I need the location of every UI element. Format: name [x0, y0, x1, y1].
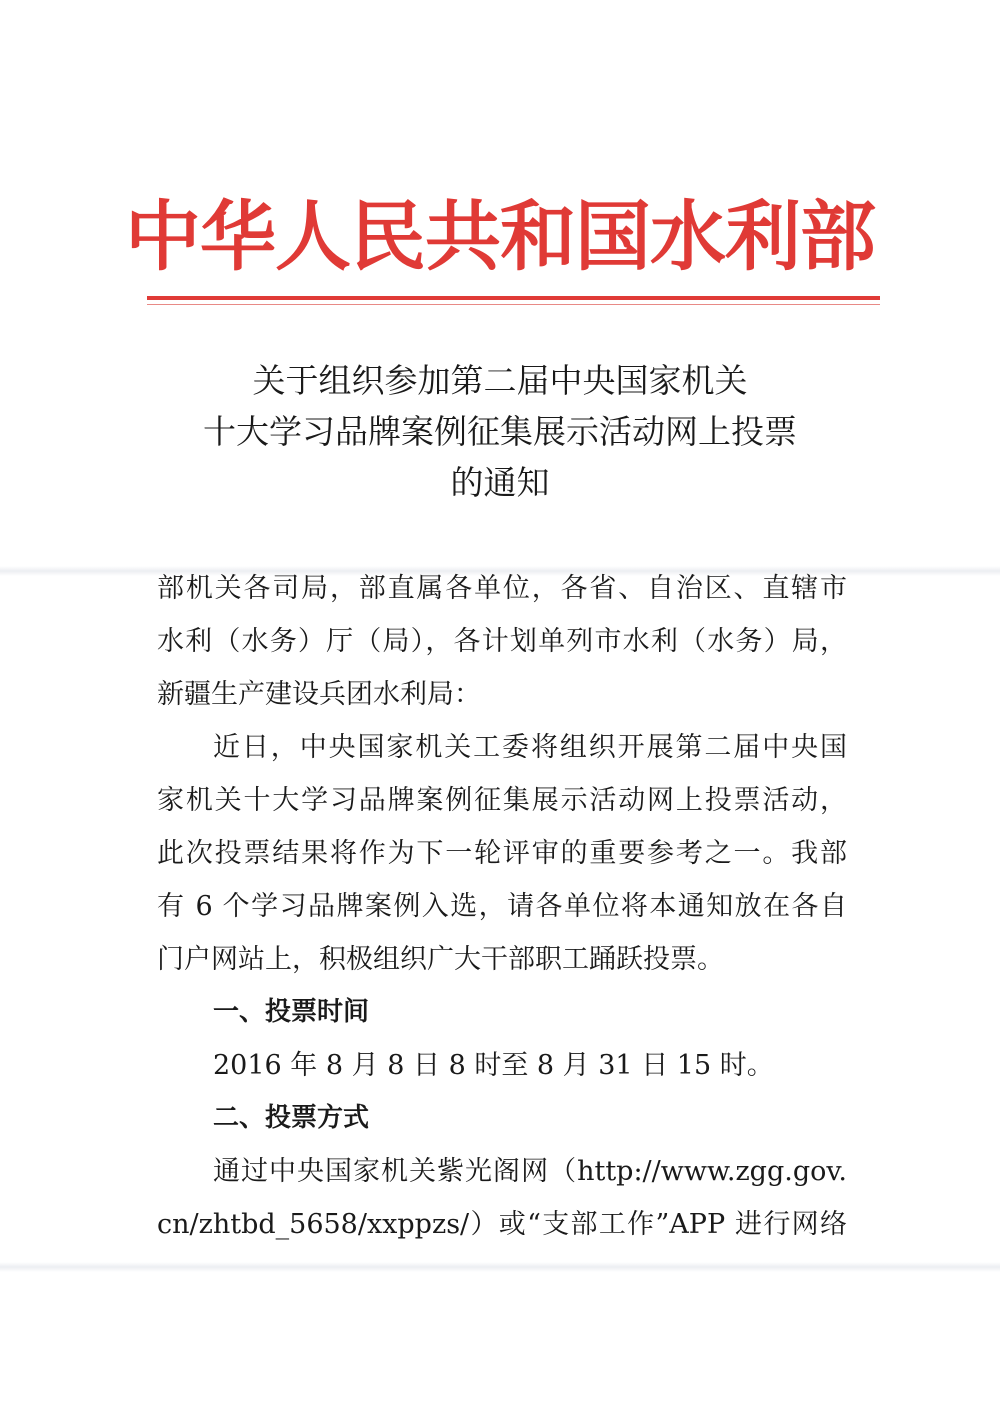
- paragraph-1-line-5: 门户网站上，积极组织广大干部职工踊跃投票。: [157, 944, 724, 975]
- section-2-line-2: cn/zhtbd_5658/xxppzs/）或“支部工作”APP 进行网络: [157, 1209, 847, 1240]
- section-1-text: 2016 年 8 月 8 日 8 时至 8 月 31 日 15 时。: [213, 1050, 774, 1081]
- section-1-heading: 一、投票时间: [213, 997, 370, 1027]
- recipients-line-3: 新疆生产建设兵团水利局：: [157, 679, 481, 710]
- section-2-line-1: 通过中央国家机关紫光阁网（http://www.zgg.gov.: [213, 1156, 847, 1187]
- recipients-line-2: 水利（水务）厅（局），各计划单列市水利（水务）局，: [157, 626, 847, 657]
- title-line-1: 关于组织参加第二届中央国家机关: [252, 361, 748, 400]
- paragraph-1-line-3: 此次投票结果将作为下一轮评审的重要参考之一。我部: [157, 838, 847, 869]
- paragraph-1-line-4: 有 6 个学习品牌案例入选，请各单位将本通知放在各自: [157, 891, 847, 922]
- paragraph-1-line-2: 家机关十大学习品牌案例征集展示活动网上投票活动，: [157, 785, 847, 816]
- paragraph-1-line-1: 近日，中央国家机关工委将组织开展第二届中央国: [213, 732, 847, 763]
- document-body: [157, 562, 847, 1251]
- recipients-line-1: 部机关各司局，部直属各单位，各省、自治区、直辖市: [157, 573, 847, 604]
- letterhead-red-rule: [147, 296, 880, 300]
- letterhead-organization: 中华人民共和国水利部: [125, 192, 875, 281]
- letterhead-red-rule-thin: [147, 304, 880, 305]
- scan-artifact-band: [0, 1262, 1000, 1272]
- document-title: [0, 355, 1000, 508]
- section-2-heading: 二、投票方式: [213, 1103, 370, 1133]
- title-line-2: 十大学习品牌案例征集展示活动网上投票: [203, 412, 797, 451]
- title-line-3: 的通知: [450, 463, 550, 502]
